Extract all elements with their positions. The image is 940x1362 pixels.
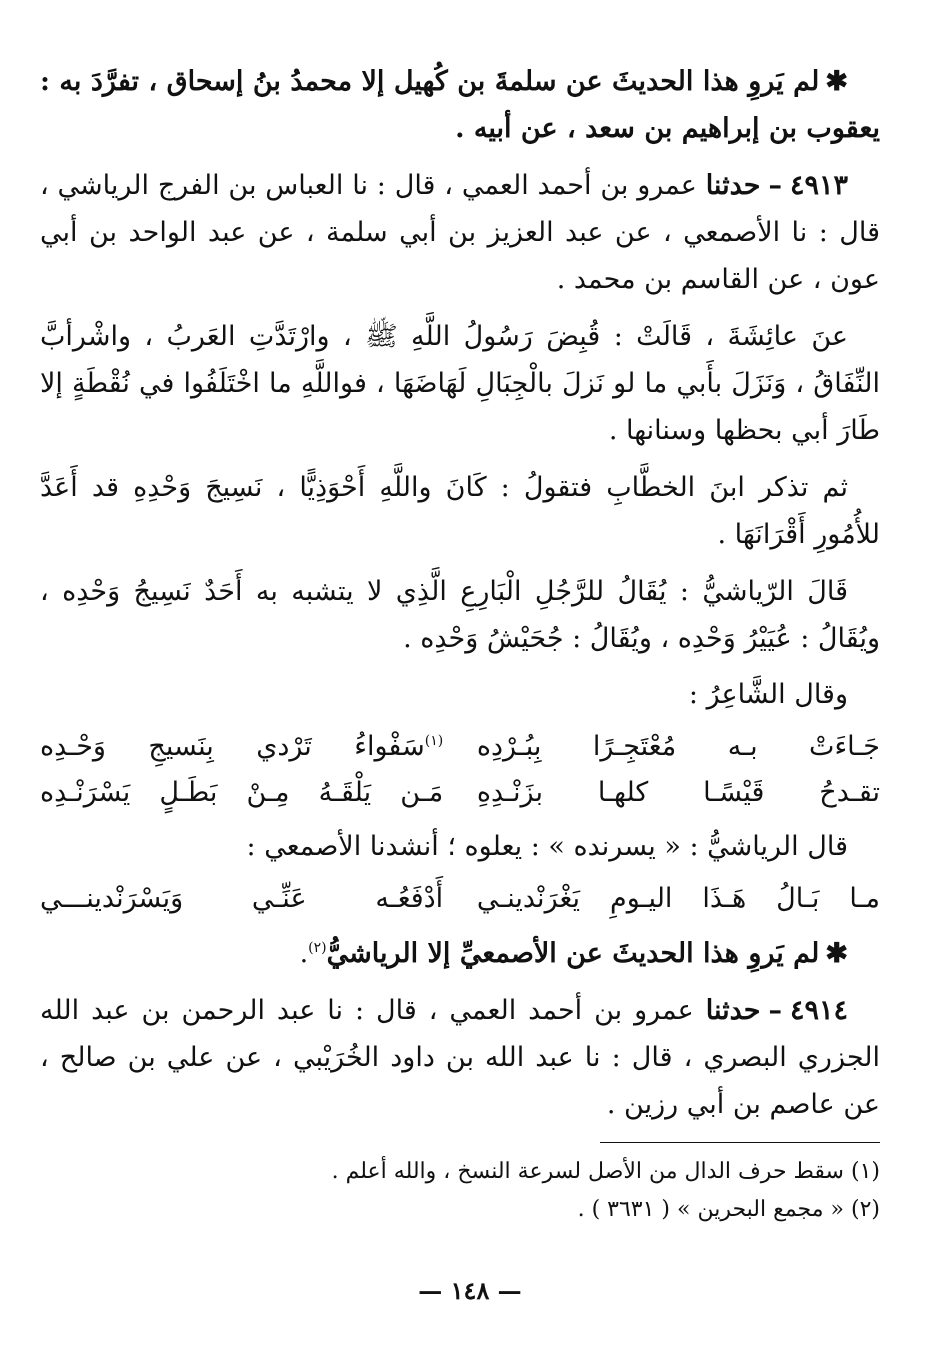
isnad-text: عمرو بن أحمد العمي ، قال : نا عبد الرحمن بن عبد الله الجزري البصري ، قال : نا عبد الله بن داود الخُرَيْبي ، عن علي بن صالح ، عن عاصم بن أبي رزين . bbox=[40, 995, 880, 1120]
footnote-mark: (١) bbox=[850, 1159, 880, 1184]
verse-line bbox=[40, 770, 880, 816]
verse-second-hemistich: أَدْفَعُـه عَنِّـي وَيَسْرَنْدينـــي bbox=[40, 883, 444, 914]
editor-note-1 bbox=[40, 58, 880, 152]
verse-second-text: سَفْواءُ تَرْدي بِنَسيجِ وَحْـدِه bbox=[40, 731, 425, 762]
hadith-4913-matn-1: عنَ عائِشَةَ ، قَالَتْ : قُبِضَ رَسُولُ اللَّهِ ﷺ ، وارْتَدَّتِ العَربُ ، واشْرأبَّ النِّفَاقُ ، وَنَزَلَ بأَبي ما لو نَزلَ بالْجِبَالِ لَهَاضَهَا ، فواللَّهِ ما اخْتَلَفُوا في نُقْطَةٍ إلا طَارَ أبي بحظها وسنانها . bbox=[40, 321, 880, 446]
hadith-4913-matn-3: قَالَ الرّياشيُّ : يُقَالُ للرَّجُلِ الْبَارِعِ الَّذِي لا يتشبه به أَحَدٌ نَسِيجُ وَحْدِه ، ويُقَالُ : عُيَيْرُ وَحْدِه ، ويُقَالُ : جُحَيْشُ وَحْدِه . bbox=[40, 576, 880, 654]
poet-intro: وقال الشَّاعِرُ : bbox=[688, 679, 848, 710]
footnote-marker: (٢) bbox=[308, 940, 327, 956]
poem-2 bbox=[40, 876, 880, 922]
hadith-lead: حدثنا bbox=[705, 170, 761, 201]
verse-line bbox=[40, 724, 880, 770]
star-marker: ✱ bbox=[825, 938, 848, 969]
verse-first-hemistich: تقـدحُ قَيْسًـا كلهـا بزَنْـدِهِ bbox=[476, 777, 880, 808]
hadith-lead: حدثنا bbox=[705, 995, 761, 1026]
dash: – bbox=[768, 995, 782, 1026]
star-marker: ✱ bbox=[825, 66, 848, 97]
page-number: — ١٤٨ — bbox=[418, 1276, 522, 1305]
footnote-1 bbox=[40, 1153, 880, 1191]
verse-first-hemistich: جَـاءَتْ بـه مُعْتَجِـرًا بِبُـرْدِه bbox=[476, 731, 880, 762]
footnote-text: « مجمع البحرين » ( ٣٦٣١ ) . bbox=[577, 1197, 844, 1222]
page-body bbox=[40, 58, 880, 1229]
poem bbox=[40, 724, 880, 816]
footnote-marker: (١) bbox=[424, 733, 444, 749]
hadith-4913-isnad bbox=[40, 162, 880, 303]
hadith-4913-matn-2: ثم تذكر ابنَ الخطَّابِ فتقولُ : كَانَ واللَّهِ أَحْوَذِيًّا ، نَسِيجَ وَحْدِهِ قد أَعَدَّ للأُمُورِ أَقْرَانَهَا . bbox=[40, 472, 880, 550]
verse-second-hemistich bbox=[40, 724, 443, 770]
footnote-text: سقط حرف الدال من الأصل لسرعة النسخ ، والله أعلم . bbox=[331, 1159, 844, 1184]
footnotes bbox=[40, 1153, 880, 1229]
footnote-divider bbox=[600, 1142, 880, 1143]
hadith-4914-isnad bbox=[40, 987, 880, 1128]
hadith-number: ٤٩١٣ bbox=[789, 170, 848, 201]
note-text: لم يَروِ هذا الحديثَ عن سلمةَ بن كُهيل إلا محمدُ بنُ إسحاق ، تفرَّدَ به : يعقوب بن إبراهيم بن سعد ، عن أبيه . bbox=[40, 66, 880, 144]
verse-first-hemistich: مـا بَـالُ هَـذَا اليـومِ يَغْرَنْدينـي bbox=[476, 883, 880, 914]
footnote-mark: (٢) bbox=[850, 1197, 880, 1222]
verse-line bbox=[40, 876, 880, 922]
note-text: لم يَروِ هذا الحديثَ عن الأصمعيِّ إلا الرياشيُّ bbox=[326, 938, 820, 969]
editor-note-2 bbox=[40, 930, 880, 977]
footnote-2 bbox=[40, 1191, 880, 1229]
isnad-text: عمرو بن أحمد العمي ، قال : نا العباس بن الفرج الرياشي ، قال : نا الأصمعي ، عن عبد العزيز بن أبي سلمة ، عن عبد الواحد بن أبي عون ، عن القاسم بن محمد . bbox=[40, 170, 880, 295]
dash: – bbox=[768, 170, 782, 201]
hadith-number: ٤٩١٤ bbox=[789, 995, 848, 1026]
gloss-line: قال الرياشيُّ : « يسرنده » : يعلوه ؛ أنشدنا الأصمعي : bbox=[246, 831, 848, 862]
verse-second-hemistich: مَـن يَلْقَـهُ مِـنْ بَطَـلٍ يَسْرَنْـدِه bbox=[40, 777, 444, 808]
note-end: . bbox=[299, 938, 309, 969]
